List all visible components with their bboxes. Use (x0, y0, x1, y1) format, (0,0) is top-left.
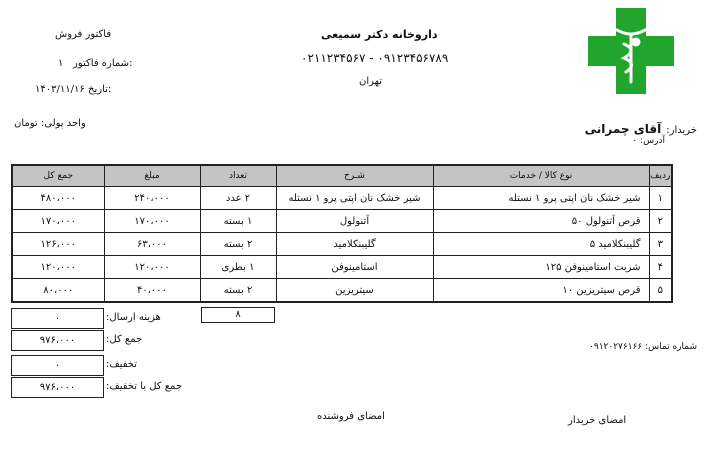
invoice-number-label: شماره فاکتور: (73, 58, 133, 69)
cell-description: آتنولول (276, 210, 433, 233)
cell-total: ۱۷۰،۰۰۰ (12, 210, 104, 233)
contact-label: شماره تماس: (645, 342, 697, 352)
grand-total-label: جمع کل با تخفیف: (106, 381, 183, 392)
pharmacy-name: داروخانه دکتر سمیعی (321, 28, 438, 41)
cell-description: سیتریزین (276, 279, 433, 303)
cell-row: ۳ (649, 233, 672, 256)
cell-quantity: ۱ بطری (200, 256, 276, 279)
header-description: شـرح (276, 165, 433, 187)
invoice-number-value: ۱ (58, 58, 64, 69)
buyer-name: آقای چمرانی (584, 122, 662, 136)
table-row (12, 256, 672, 279)
buyer-label: خریدار: (666, 125, 697, 136)
invoice-date-label: تاریخ: (88, 84, 112, 95)
cell-description: گلیبنکلامید (276, 233, 433, 256)
buyer-signature: امضای خریدار (568, 415, 627, 426)
cell-item: شربت استامینوفن ۱۲۵ (433, 256, 649, 279)
table-header-row (12, 165, 672, 187)
seller-signature: امضای فروشنده (317, 411, 385, 422)
subtotal-label: جمع کل: (106, 334, 143, 345)
contact-value: ۰۹۱۲۰۲۷۶۱۶۶ (589, 342, 643, 352)
table-row (12, 233, 672, 256)
cell-price: ۲۴۰،۰۰۰ (104, 187, 200, 210)
table-row (12, 210, 672, 233)
cell-item: گلیبنکلامید ۵ (433, 233, 649, 256)
subtotal-value: ۹۷۶،۰۰۰ (11, 330, 104, 351)
header-item: نوع کالا / خدمات (433, 165, 649, 187)
cell-item: قرص آتنولول ۵۰ (433, 210, 649, 233)
shipping-value: ۰ (11, 308, 104, 329)
cell-quantity: ۲ عدد (200, 187, 276, 210)
header-quantity: تعداد (200, 165, 276, 187)
cell-row: ۲ (649, 210, 672, 233)
cell-description: شیر خشک نان اپتی پرو ۱ نستله (276, 187, 433, 210)
cell-total: ۸۰،۰۰۰ (12, 279, 104, 303)
contact-line (589, 342, 697, 352)
cell-description: استامینوفن (276, 256, 433, 279)
discount-value: ۰ (11, 355, 104, 376)
buyer-address: آدرس: ۰ (632, 136, 665, 146)
cell-row: ۵ (649, 279, 672, 303)
currency-label: واحد پولی: تومان (14, 118, 86, 129)
items-table (11, 164, 673, 303)
cell-total: ۱۲۶،۰۰۰ (12, 233, 104, 256)
buyer-line (585, 118, 697, 137)
cell-total: ۱۲۰،۰۰۰ (12, 256, 104, 279)
pharmacy-phones: ۰۲۱۱۲۳۴۵۶۷ - ۰۹۱۲۳۴۵۶۷۸۹ (301, 51, 449, 65)
cell-item: قرص سیتریزین ۱۰ (433, 279, 649, 303)
pharmacy-logo (588, 8, 674, 94)
total-quantity: ۸ (201, 307, 275, 323)
grand-total-value: ۹۷۶،۰۰۰ (11, 377, 104, 398)
cell-total: ۴۸۰،۰۰۰ (12, 187, 104, 210)
cell-quantity: ۲ بسته (200, 233, 276, 256)
cell-quantity: ۱ بسته (200, 210, 276, 233)
cell-item: شیر خشک نان اپتی پرو ۱ نستله (433, 187, 649, 210)
cell-price: ۱۷۰،۰۰۰ (104, 210, 200, 233)
cell-quantity: ۲ بسته (200, 279, 276, 303)
invoice-date-value: ۱۴۰۳/۱۱/۱۶ (35, 84, 85, 95)
cell-price: ۶۳،۰۰۰ (104, 233, 200, 256)
cell-price: ۴۰،۰۰۰ (104, 279, 200, 303)
table-row (12, 279, 672, 303)
table-row (12, 187, 672, 210)
header-row: ردیف (649, 165, 672, 187)
cell-price: ۱۲۰،۰۰۰ (104, 256, 200, 279)
cell-row: ۴ (649, 256, 672, 279)
shipping-label: هزینه ارسال: (106, 312, 161, 323)
invoice-type: فاکتور فروش (55, 29, 112, 40)
header-total: جمع کل (12, 165, 104, 187)
discount-label: تخفیف: (106, 359, 138, 370)
header-price: مبلغ (104, 165, 200, 187)
cell-row: ۱ (649, 187, 672, 210)
pharmacy-city: تهران (359, 76, 383, 87)
